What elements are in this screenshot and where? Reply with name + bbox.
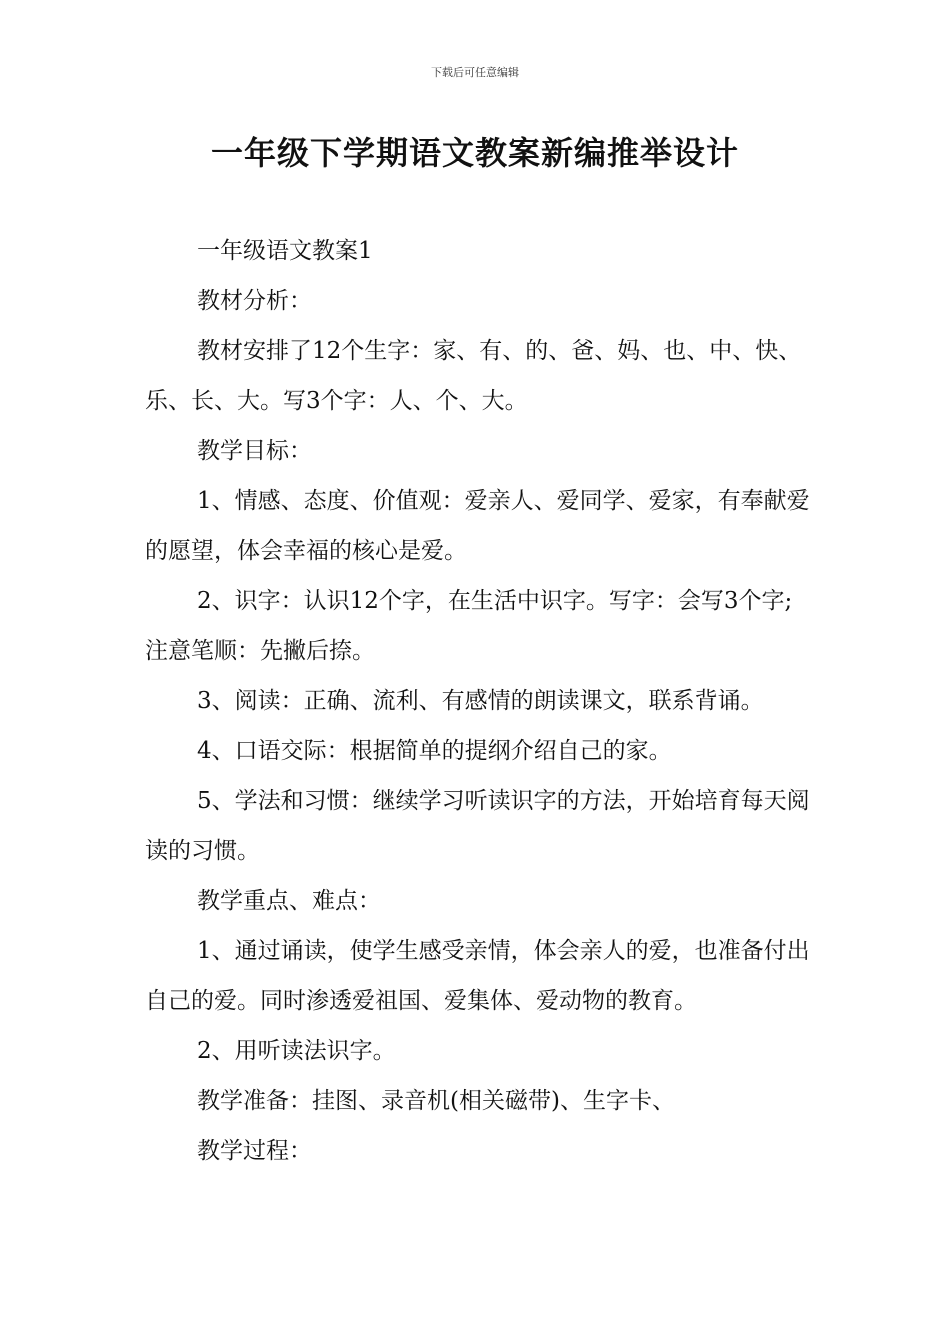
paragraph-objective-1: 1、情感、态度、价值观：爱亲人、爱同学、爱家，有奉献爱的愿望，体会幸福的核心是爱。	[145, 488, 810, 564]
paragraph-key-point-2: 2、用听读法识字。	[197, 1038, 396, 1064]
paragraph-objective-3: 3、阅读：正确、流利、有感情的朗读课文，联系背诵。	[197, 688, 764, 714]
paragraph-objective-2: 2、识字：认识12个字，在生活中识字。写字：会写3个字;注意笔顺：先撇后捺。	[145, 588, 793, 664]
paragraph-key-points-heading: 教学重点、难点：	[197, 888, 381, 914]
paragraph-material-analysis-heading: 教材分析：	[197, 288, 312, 314]
paragraph-objectives-heading: 教学目标：	[197, 438, 312, 464]
document-title: 一年级下学期语文教案新编推举设计	[210, 134, 739, 172]
paragraph-material-analysis: 教材安排了12个生字：家、有、的、爸、妈、也、中、快、乐、长、大。写3个字：人、个、大。	[145, 338, 802, 414]
paragraph-key-point-1: 1、通过诵读，使学生感受亲情，体会亲人的爱，也准备付出自己的爱。同时渗透爱祖国、爱集体、爱动物的教育。	[145, 938, 810, 1014]
paragraph-preparation: 教学准备：挂图、录音机(相关磁带)、生字卡、	[197, 1088, 675, 1114]
paragraph-objective-4: 4、口语交际：根据简单的提纲介绍自己的家。	[197, 738, 672, 764]
paragraph-process-heading: 教学过程：	[197, 1138, 312, 1164]
header-note: 下载后可任意编辑	[431, 66, 519, 79]
paragraph-lesson-heading: 一年级语文教案1	[197, 238, 373, 264]
document-body	[145, 226, 810, 1176]
paragraph-objective-5: 5、学法和习惯：继续学习听读识字的方法，开始培育每天阅读的习惯。	[145, 788, 810, 864]
